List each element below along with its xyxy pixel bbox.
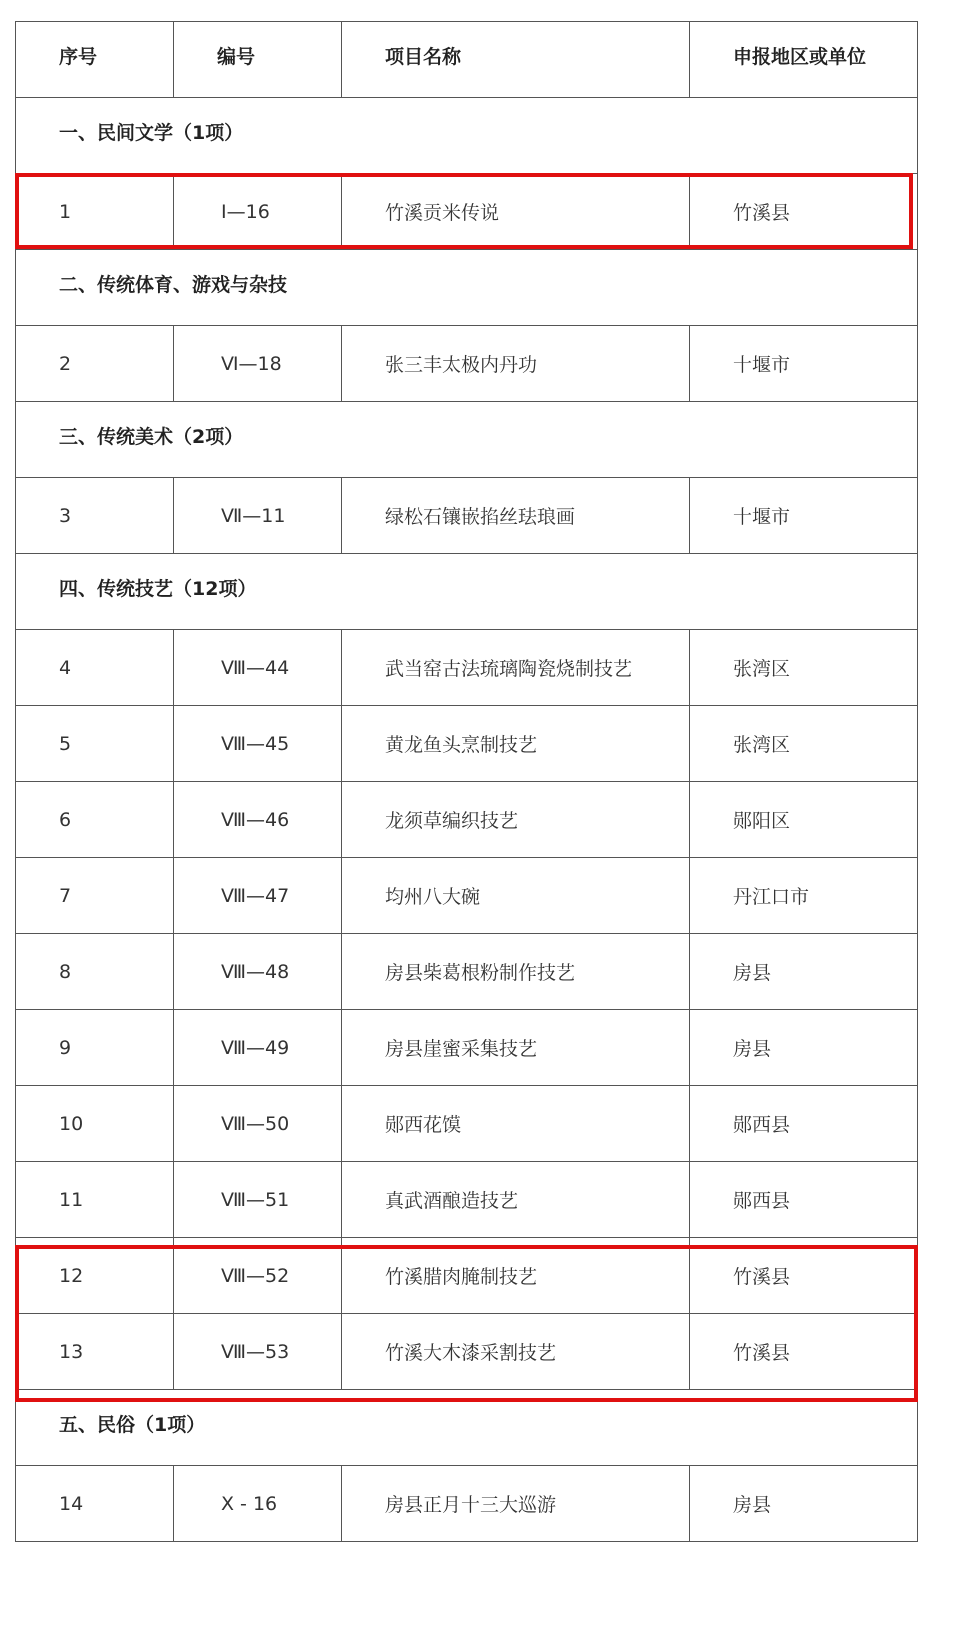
project-name-cell: 房县崖蜜采集技艺 — [342, 1010, 690, 1086]
category-row — [16, 554, 918, 630]
unit-cell: 张湾区 — [690, 706, 918, 782]
seq-cell: 2 — [16, 326, 174, 402]
header-code: 编号 — [174, 22, 342, 98]
unit-cell: 房县 — [690, 934, 918, 1010]
seq-cell: 10 — [16, 1086, 174, 1162]
unit-cell: 郧西县 — [690, 1162, 918, 1238]
project-name-cell: 房县柴葛根粉制作技艺 — [342, 934, 690, 1010]
code-cell: Ⅷ—52 — [174, 1238, 342, 1314]
table-row — [16, 782, 918, 858]
seq-cell: 4 — [16, 630, 174, 706]
category-title: 四、传统技艺（12项） — [16, 554, 918, 630]
code-cell: Ⅷ—48 — [174, 934, 342, 1010]
project-name-cell: 绿松石镶嵌掐丝珐琅画 — [342, 478, 690, 554]
seq-cell: 1 — [16, 174, 174, 250]
unit-cell: 竹溪县 — [690, 1238, 918, 1314]
category-row — [16, 1390, 918, 1466]
seq-cell: 8 — [16, 934, 174, 1010]
heritage-list-table — [15, 21, 918, 1542]
seq-cell: 11 — [16, 1162, 174, 1238]
table-row — [16, 1238, 918, 1314]
header-name: 项目名称 — [342, 22, 690, 98]
category-title: 三、传统美术（2项） — [16, 402, 918, 478]
table-row — [16, 1010, 918, 1086]
code-cell: Ⅷ—44 — [174, 630, 342, 706]
table-row — [16, 1466, 918, 1542]
unit-cell: 郧西县 — [690, 1086, 918, 1162]
project-name-cell: 黄龙鱼头烹制技艺 — [342, 706, 690, 782]
seq-cell: 7 — [16, 858, 174, 934]
code-cell: Ⅷ—45 — [174, 706, 342, 782]
project-name-cell: 龙须草编织技艺 — [342, 782, 690, 858]
table-row — [16, 630, 918, 706]
project-name-cell: 均州八大碗 — [342, 858, 690, 934]
unit-cell: 十堰市 — [690, 326, 918, 402]
code-cell: Ⅷ—47 — [174, 858, 342, 934]
unit-cell: 张湾区 — [690, 630, 918, 706]
project-name-cell: 郧西花馍 — [342, 1086, 690, 1162]
unit-cell: 竹溪县 — [690, 174, 918, 250]
table-row — [16, 478, 918, 554]
unit-cell: 房县 — [690, 1010, 918, 1086]
table-row — [16, 326, 918, 402]
project-name-cell: 竹溪大木漆采割技艺 — [342, 1314, 690, 1390]
code-cell: Ⅷ—53 — [174, 1314, 342, 1390]
code-cell: Ⅵ—18 — [174, 326, 342, 402]
project-name-cell: 张三丰太极内丹功 — [342, 326, 690, 402]
seq-cell: 5 — [16, 706, 174, 782]
code-cell: Ⅷ—49 — [174, 1010, 342, 1086]
seq-cell: 9 — [16, 1010, 174, 1086]
unit-cell: 竹溪县 — [690, 1314, 918, 1390]
category-row — [16, 250, 918, 326]
category-title: 二、传统体育、游戏与杂技 — [16, 250, 918, 326]
code-cell: Ⅷ—46 — [174, 782, 342, 858]
project-name-cell: 武当窑古法琉璃陶瓷烧制技艺 — [342, 630, 690, 706]
unit-cell: 郧阳区 — [690, 782, 918, 858]
category-row — [16, 402, 918, 478]
table-row — [16, 1314, 918, 1390]
unit-cell: 十堰市 — [690, 478, 918, 554]
project-name-cell: 竹溪腊肉腌制技艺 — [342, 1238, 690, 1314]
unit-cell: 房县 — [690, 1466, 918, 1542]
code-cell: Ⅹ - 16 — [174, 1466, 342, 1542]
table-row — [16, 858, 918, 934]
seq-cell: 3 — [16, 478, 174, 554]
code-cell: Ⅰ—16 — [174, 174, 342, 250]
header-seq: 序号 — [16, 22, 174, 98]
code-cell: Ⅶ—11 — [174, 478, 342, 554]
project-name-cell: 竹溪贡米传说 — [342, 174, 690, 250]
project-name-cell: 房县正月十三大巡游 — [342, 1466, 690, 1542]
category-row — [16, 98, 918, 174]
table-row — [16, 934, 918, 1010]
category-title: 一、民间文学（1项） — [16, 98, 918, 174]
table-row — [16, 1086, 918, 1162]
table-row — [16, 706, 918, 782]
seq-cell: 14 — [16, 1466, 174, 1542]
category-title: 五、民俗（1项） — [16, 1390, 918, 1466]
seq-cell: 13 — [16, 1314, 174, 1390]
table-row — [16, 1162, 918, 1238]
header-row — [16, 22, 918, 98]
seq-cell: 6 — [16, 782, 174, 858]
seq-cell: 12 — [16, 1238, 174, 1314]
project-name-cell: 真武酒酿造技艺 — [342, 1162, 690, 1238]
header-unit: 申报地区或单位 — [690, 22, 918, 98]
code-cell: Ⅷ—50 — [174, 1086, 342, 1162]
table-row — [16, 174, 918, 250]
code-cell: Ⅷ—51 — [174, 1162, 342, 1238]
unit-cell: 丹江口市 — [690, 858, 918, 934]
